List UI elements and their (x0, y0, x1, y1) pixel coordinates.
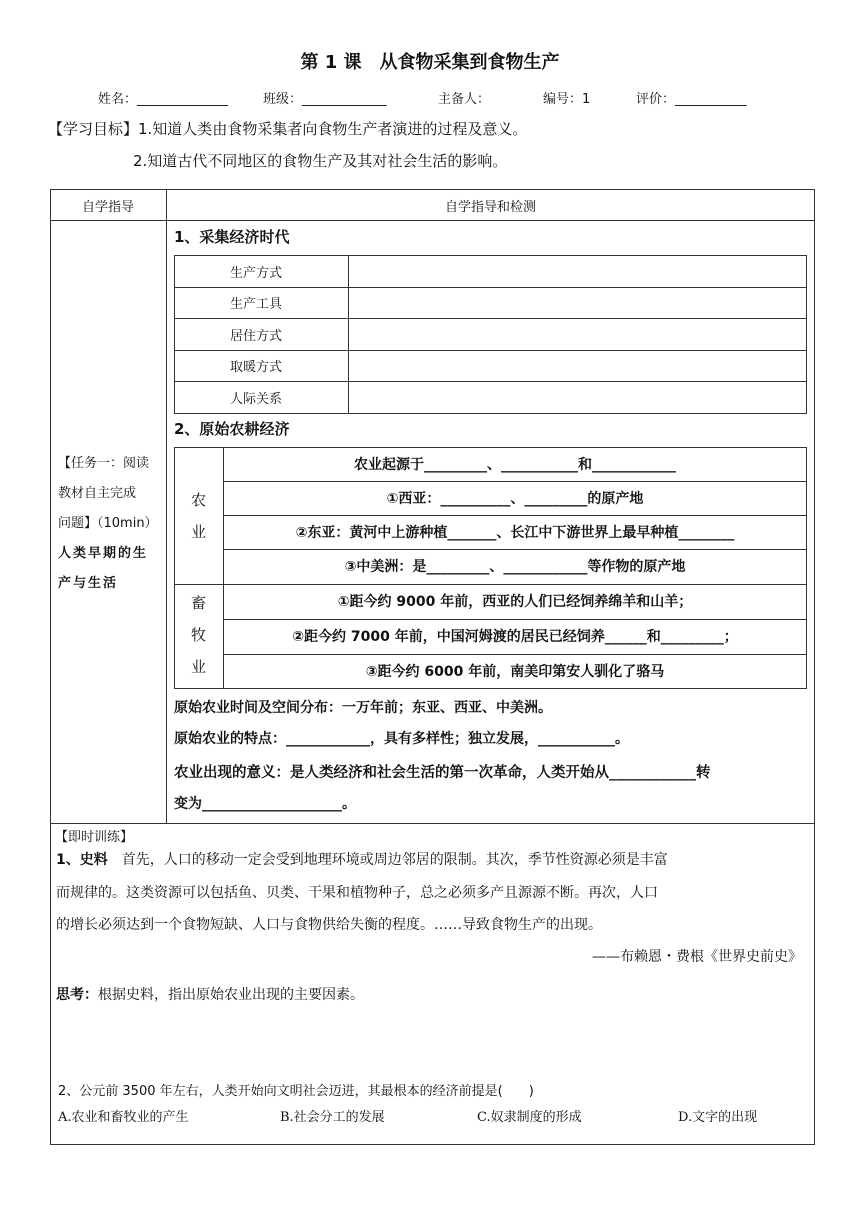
row-label-housing: 居住方式 (230, 329, 283, 344)
preparer-field: 主备人： (438, 92, 491, 107)
row-label-heating: 取暖方式 (230, 360, 283, 375)
row-divider (223, 481, 807, 482)
option-b: B.社会分工的发展 (280, 1110, 385, 1125)
think-label: 思考： (56, 987, 98, 1003)
think-text: 根据史料，指出原始农业出现的主要因素。 (98, 987, 364, 1003)
source-passage (56, 849, 668, 869)
animal-row-hemudu: ②距今约 7000 年前，中国河姆渡的居民已经饲养______和_________； (292, 629, 738, 645)
agri-features: 原始农业的特点：____________，具有多样性；独立发展，___________。 (174, 731, 629, 747)
agri-row-west-asia: ①西亚：__________、_________的原产地 (386, 491, 644, 507)
agri-row-origin: 农业起源于_________、___________和____________ (354, 457, 676, 473)
page-title: 第 1 课 从食物采集到食物生产 (300, 52, 560, 73)
task-line: 教材自主完成 (58, 486, 137, 501)
agri-significance: 农业出现的意义：是人类经济和社会生活的第一次革命，人类开始从____________转 (174, 765, 711, 781)
row-label-relations: 人际关系 (230, 392, 283, 407)
header-col-guide: 自学指导 (81, 200, 134, 215)
source-citation: ——布赖恩・费根《世界史前史》 (592, 949, 802, 965)
row-divider (174, 381, 807, 382)
agri-label: 农 (190, 491, 206, 509)
animal-label: 畜 (190, 594, 206, 612)
think-question (56, 984, 364, 1004)
row-divider (174, 350, 807, 351)
name-field: 姓名：______________ (98, 92, 229, 107)
option-a: A.农业和畜牧业的产生 (58, 1110, 189, 1125)
section2-heading: 2、原始农耕经济 (174, 420, 290, 438)
row-label-tools: 生产工具 (230, 297, 283, 312)
option-c: C.奴隶制度的形成 (477, 1110, 582, 1125)
learning-objective-1: 【学习目标】1.知道人类由食物采集者向食物生产者演进的过程及意义。 (48, 120, 528, 138)
source-text: 的增长必须达到一个食物短缺、人口与食物供给失衡的程度。……导致食物生产的出现。 (56, 917, 602, 933)
question-2: 2、公元前 3500 年左右，人类开始向文明社会迈进，其最根本的经济前提是( ) (58, 1084, 534, 1099)
source-text: 而规律的。这类资源可以包括鱼、贝类、干果和植物种子，总之必须多产且源源不断。再次，人口 (56, 885, 658, 901)
header-divider (50, 220, 815, 221)
row-divider (223, 549, 807, 550)
animal-row-west-asia: ①距今约 9000 年前，西亚的人们已经饲养绵羊和山羊； (337, 594, 693, 610)
animal-label: 业 (190, 658, 206, 676)
agri-significance-cont: 变为____________________。 (174, 796, 356, 812)
agri-distribution: 原始农业时间及空间分布：一万年前；东亚、西亚、中美洲。 (174, 700, 552, 716)
header-col-check: 自学指导和检测 (444, 200, 536, 215)
collect-table-divider (348, 255, 349, 414)
task-topic: 人类早期的生 (58, 546, 149, 561)
column-divider (166, 189, 167, 823)
row-divider (174, 287, 807, 288)
animal-row-south-america: ③距今约 6000 年前，南美印第安人驯化了骆马 (365, 664, 665, 680)
row-divider (223, 654, 807, 655)
row-divider (174, 318, 807, 319)
row-divider (223, 619, 807, 620)
class-field: 班级：_____________ (263, 92, 387, 107)
practice-divider (50, 823, 815, 824)
practice-header: 【即时训练】 (55, 830, 134, 845)
row-label-production-mode: 生产方式 (230, 266, 283, 281)
source-label: 1、史料 (56, 852, 108, 868)
learning-objective-2: 2.知道古代不同地区的食物生产及其对社会生活的影响。 (133, 152, 508, 170)
agri-row-central-america: ③中美洲：是_________、____________等作物的原产地 (344, 559, 686, 575)
animal-label: 牧 (190, 626, 206, 644)
task-line: 问题】（10min） (58, 516, 158, 531)
source-text: 首先，人口的移动一定会受到地理环境或周边邻居的限制。其次，季节性资源必须是丰富 (107, 852, 668, 868)
section1-heading: 1、采集经济时代 (174, 228, 290, 246)
row-divider (223, 515, 807, 516)
evaluation-field: 评价：___________ (636, 92, 747, 107)
agri-label: 业 (190, 523, 206, 541)
number-field: 编号：1 (543, 92, 591, 107)
task-topic: 产与生活 (58, 576, 119, 591)
task-line: 【任务一：阅读 (58, 456, 150, 471)
section-divider (174, 584, 807, 585)
option-d: D.文字的出现 (678, 1110, 758, 1125)
agri-row-east-asia: ②东亚：黄河中上游种植_______、长江中下游世界上最早种植________ (295, 525, 735, 541)
